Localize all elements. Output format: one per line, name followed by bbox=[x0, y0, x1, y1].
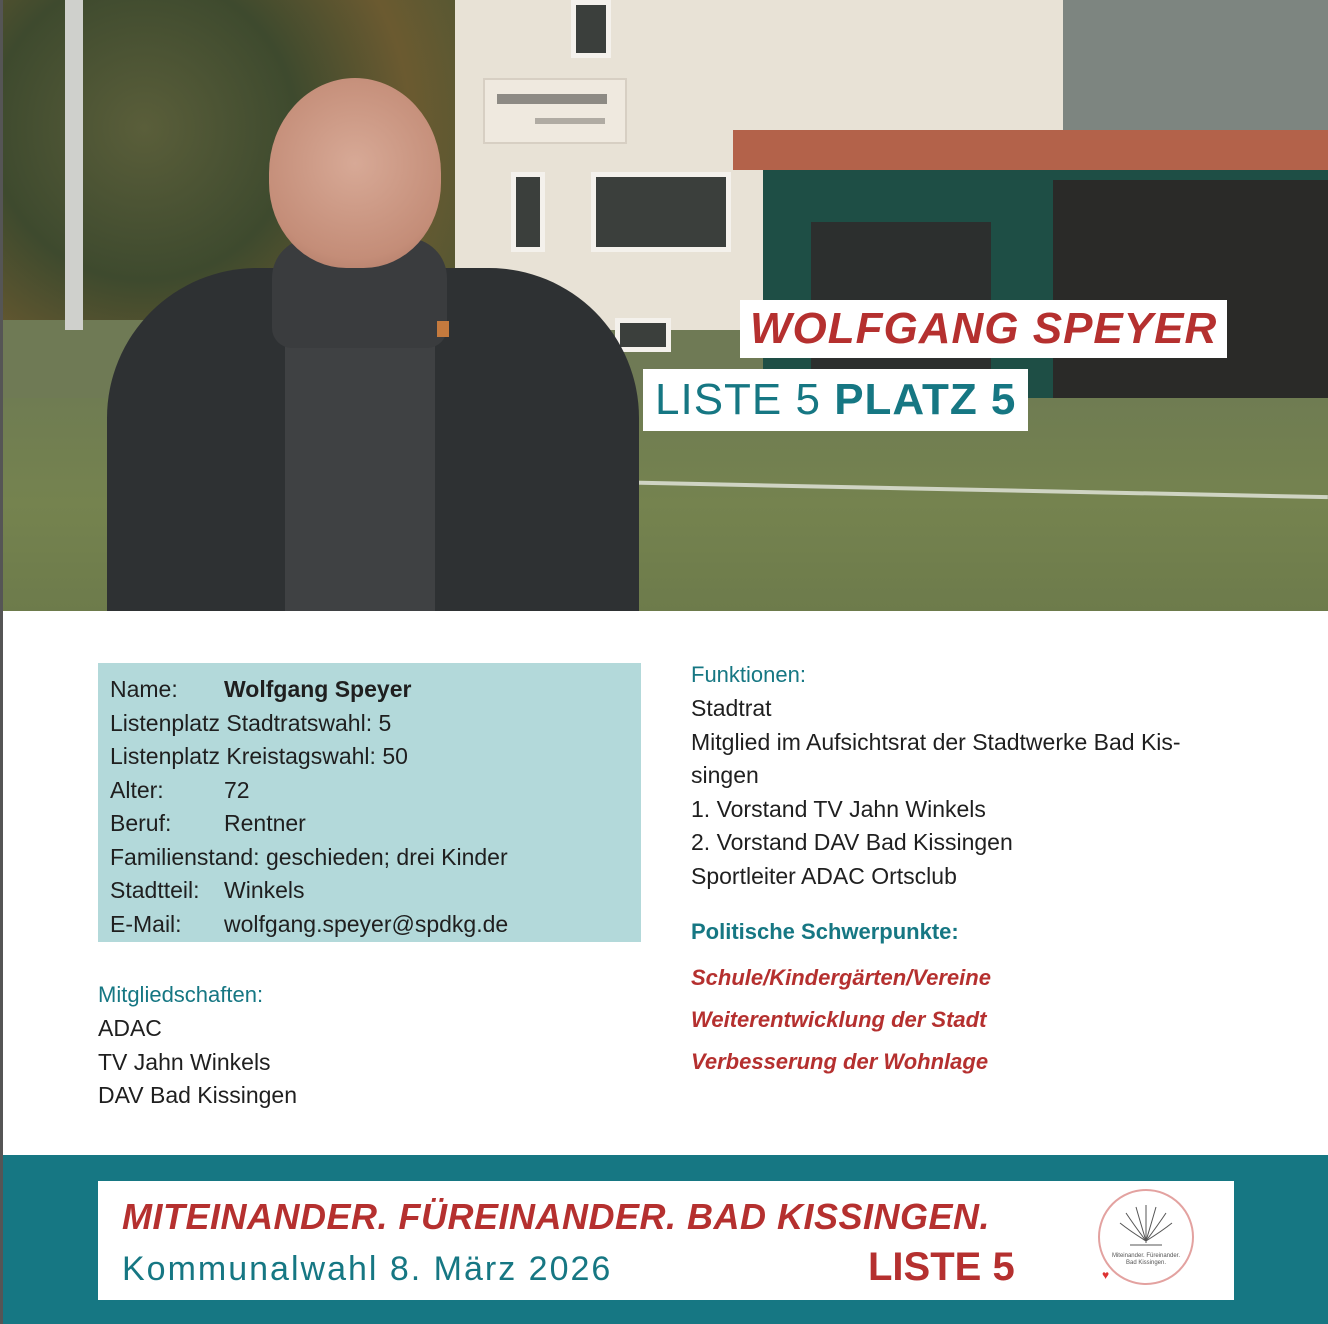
focus-item: Schule/Kindergärten/Vereine bbox=[691, 965, 991, 990]
roof bbox=[733, 130, 1328, 170]
heart-icon: ♥ bbox=[1102, 1268, 1110, 1282]
membership-item: TV Jahn Winkels bbox=[98, 1048, 271, 1075]
footer-list: LISTE 5 bbox=[868, 1245, 1015, 1289]
candidate-portrait bbox=[107, 78, 639, 611]
list-place: PLATZ 5 bbox=[834, 375, 1017, 424]
function-item: Mitglied im Aufsichtsrat der Stadtwerke Bad Kis- bbox=[691, 728, 1181, 755]
info-row-kreistag: Listenplatz Kreistagswahl: 50 bbox=[110, 743, 408, 769]
info-row-age: Alter: 72 bbox=[110, 776, 250, 803]
list-prefix: LISTE 5 bbox=[655, 375, 821, 424]
candidate-info-box bbox=[98, 663, 641, 942]
info-row-job: Beruf: Rentner bbox=[110, 810, 306, 836]
info-row-family: Familienstand: geschieden; drei Kinder bbox=[110, 843, 508, 870]
fountain-logo-icon bbox=[1098, 1189, 1194, 1285]
logo-text: Miteinander. Füreinander. Bad Kissingen. bbox=[1111, 1253, 1181, 1266]
functions-section bbox=[691, 660, 1251, 893]
function-item: Stadtrat bbox=[691, 695, 772, 721]
info-row-name: Name: Wolfgang Speyer bbox=[110, 676, 412, 702]
function-item: singen bbox=[691, 762, 759, 788]
election-date: Kommunalwahl 8. März 2026 bbox=[122, 1250, 613, 1288]
memberships-title: Mitgliedschaften: bbox=[98, 982, 264, 1007]
slogan: MITEINANDER. FÜREINANDER. BAD KISSINGEN. bbox=[122, 1196, 991, 1237]
function-item: Sportleiter ADAC Ortsclub bbox=[691, 862, 957, 889]
membership-item: ADAC bbox=[98, 1015, 162, 1041]
memberships-section bbox=[98, 980, 598, 1113]
function-item: 1. Vorstand TV Jahn Winkels bbox=[691, 795, 986, 822]
info-row-email: E-Mail: wolfgang.speyer@spdkg.de bbox=[110, 910, 509, 937]
light-pole bbox=[65, 0, 83, 330]
membership-item: DAV Bad Kissingen bbox=[98, 1082, 298, 1108]
function-item: 2. Vorstand DAV Bad Kissingen bbox=[691, 829, 1013, 855]
functions-title: Funktionen: bbox=[691, 662, 806, 687]
email-value: wolfgang.speyer@spdkg.de bbox=[224, 910, 509, 937]
candidate-name-banner: WOLFGANG SPEYER bbox=[740, 300, 1227, 358]
focus-section bbox=[691, 917, 1251, 1083]
info-row-stadtrat: Listenplatz Stadtratswahl: 5 bbox=[110, 709, 392, 736]
focus-item: Weiterentwicklung der Stadt bbox=[691, 1007, 987, 1032]
focus-title: Politische Schwerpunkte: bbox=[691, 919, 959, 944]
focus-item: Verbesserung der Wohnlage bbox=[691, 1049, 989, 1074]
list-place-banner bbox=[643, 369, 1028, 431]
lapel-pin bbox=[437, 321, 449, 337]
footer-box bbox=[98, 1181, 1234, 1300]
info-row-district: Stadtteil: Winkels bbox=[110, 877, 305, 903]
